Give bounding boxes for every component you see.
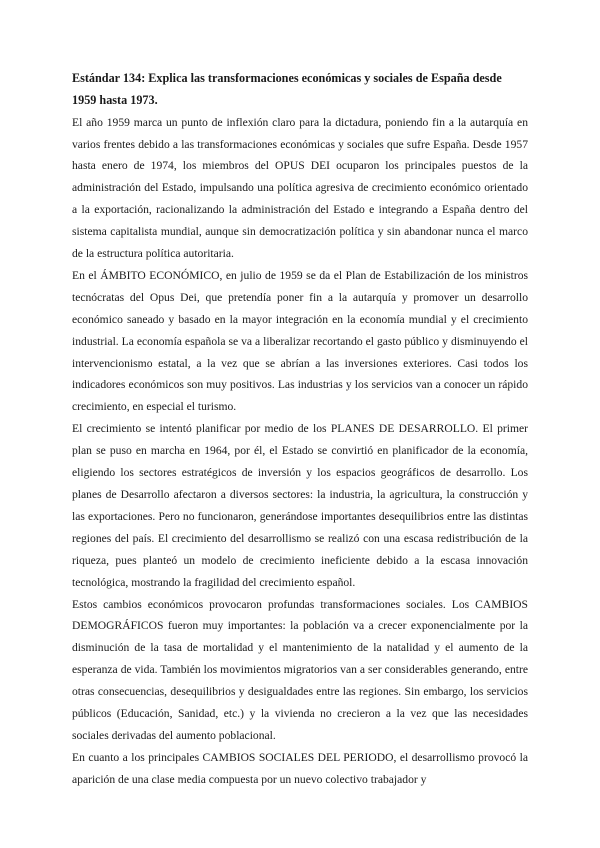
document-title: Estándar 134: Explica las transformaciones económicas y sociales de España desde 1959 hasta 1973.	[72, 71, 502, 107]
paragraph-social-changes: En cuanto a los principales CAMBIOS SOCIALES DEL PERIODO, el desarrollismo provocó la aparición de una clase media compuesta por un nuevo colectivo trabajador y	[72, 750, 528, 786]
paragraph-demographic-changes: Estos cambios económicos provocaron profundas transformaciones sociales. Los CAMBIOS DEMOGRÁFICOS fueron muy importantes: la población va a crecer exponencialmente por la disminución de la tasa de mortalidad y el mantenimiento de la natalidad y el aumento de la esperanza de vida. También los movimientos migratorios van a ser considerables generando, entre otras consecuencias, desequilibrios y desigualdades entre las regiones. Sin embargo, los servicios públicos (Educación, Sanidad, etc.) y la vivienda no crecieron a la vez que las necesidades sociales derivadas del aumento poblacional.	[72, 597, 528, 742]
paragraph-development-plans: El crecimiento se intentó planificar por medio de los PLANES DE DESARROLLO. El primer plan se puso en marcha en 1964, por él, el Estado se convirtió en planificador de la economía, eligiendo los sectores estratégicos de inversión y los espacios geográficos de desarrollo. Los planes de Desarrollo afectaron a diversos sectores: la industria, la agricultura, la construcción y las exportaciones. Pero no funcionaron, generándose importantes desequilibrios entre las distintas regiones del país. El crecimiento del desarrollismo se realizó con una escasa redistribución de la riqueza, pues planteó un modelo de crecimiento ineficiente debido a la escasa innovación tecnológica, mostrando la fragilidad del crecimiento español.	[72, 422, 528, 589]
paragraph-economic-scope: En el ÁMBITO ECONÓMICO, en julio de 1959 se da el Plan de Estabilización de los ministros tecnócratas del Opus Dei, que pretendía poner fin a la autarquía y promover un desarrollo económico saneado y basado en la mayor integración en la economía mundial y el crecimiento industrial. La economía española se va a liberalizar recortando el gasto público y disminuyendo el intervencionismo estatal, a la vez que se abrían a las inversiones exteriores. Casi todos los indicadores económicos son muy positivos. Las industrias y los servicios van a conocer un rápido crecimiento, en especial el turismo.	[72, 268, 528, 414]
paragraph-intro: El año 1959 marca un punto de inflexión claro para la dictadura, poniendo fin a la autarquía en varios frentes debido a las transformaciones económicas y sociales que sufre España. Desde 1957 hasta enero de 1974, los miembros del OPUS DEI ocuparon los principales puestos de la administración del Estado, impulsando una política agresiva de crecimiento económico orientado a la exportación, racionalizando la administración del Estado e integrando a España dentro del sistema capitalista mundial, aunque sin democratización política y sin abandonar nunca el marco de la estructura política autoritaria.	[72, 115, 528, 261]
document-page	[72, 68, 528, 791]
